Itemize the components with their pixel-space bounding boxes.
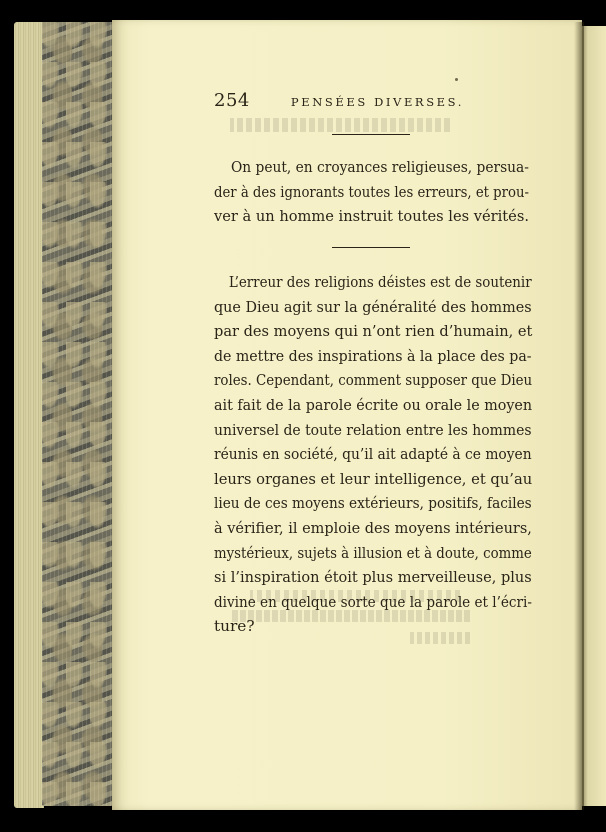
page-number: 254 xyxy=(214,90,250,111)
section-divider xyxy=(332,134,410,135)
text-line: divine en quelque sorte que la parole et l’écri- xyxy=(214,592,532,611)
text-line: de mettre des inspirations à la place des pa- xyxy=(214,346,532,365)
text-line: leurs organes et leur intelligence, et qu’au xyxy=(214,469,533,488)
text-line: universel de toute relation entre les hommes xyxy=(214,420,532,439)
text-line: réunis en société, qu’il ait adapté à ce moyen xyxy=(214,445,532,464)
text-line: si l’inspiration étoit plus merveilleuse, plus xyxy=(214,568,532,587)
section-divider xyxy=(332,247,410,248)
text-line: roles. Cependant, comment supposer que Dieu xyxy=(214,371,533,390)
text-line: L’erreur des religions déistes est de soutenir xyxy=(228,273,532,291)
text-line: ver à un homme instruit toutes les vérités. xyxy=(214,207,529,226)
text-line: mystérieux, sujets à illusion et à doute, comme xyxy=(214,543,532,562)
text-line: der à des ignorants toutes les erreurs, et prou- xyxy=(214,182,529,201)
paragraph-2 xyxy=(214,270,532,639)
paragraph-1 xyxy=(214,155,529,229)
show-through-decoration xyxy=(230,118,450,132)
running-title: PENSÉES DIVERSES. xyxy=(290,95,464,109)
text-line: à vérifier, il emploie des moyens intérieurs, xyxy=(214,518,532,537)
text-line: ture? xyxy=(214,617,255,636)
text-line: par des moyens qui n’ont rien d’humain, et xyxy=(214,322,533,341)
paper-speck xyxy=(455,78,458,81)
text-line: que Dieu agit sur la généralité des hommes xyxy=(214,297,532,316)
page-header xyxy=(214,90,464,111)
text-line: ait fait de la parole écrite ou orale le moyen xyxy=(214,395,533,414)
text-line: lieu de ces moyens extérieurs, positifs, faciles xyxy=(214,494,532,513)
book-fore-edge xyxy=(14,22,44,808)
marbled-page-edge xyxy=(42,22,114,806)
gutter-shadow xyxy=(574,22,584,810)
text-line: On peut, en croyances religieuses, persua- xyxy=(231,158,529,176)
